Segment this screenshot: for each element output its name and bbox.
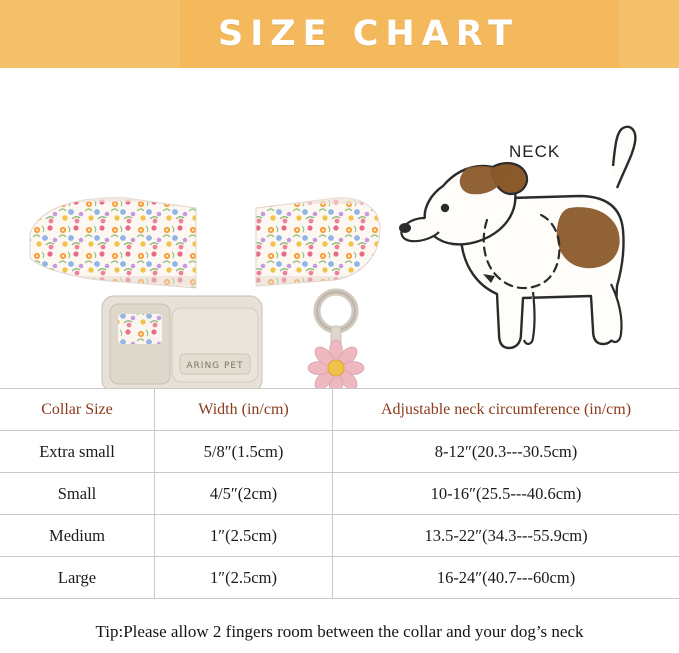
cell-neck: 16-24″(40.7---60cm) (436, 567, 576, 587)
cell-neck: 8-12″(20.3---30.5cm) (434, 441, 578, 461)
cell-size: Large (0, 557, 155, 598)
collar-d-ring (317, 292, 355, 330)
header-band-right (619, 0, 679, 68)
collar-strap-left (26, 194, 206, 288)
cell-width: 5/8″(1.5cm) (155, 431, 333, 472)
dog-graphic (383, 68, 673, 388)
size-table (0, 388, 679, 599)
table-row (0, 431, 679, 473)
cell-size: Medium (0, 515, 155, 556)
table-header-row (0, 389, 679, 431)
cell-size: Small (0, 473, 155, 514)
table-row (0, 557, 679, 598)
cell-width: 1″(2.5cm) (155, 557, 333, 598)
cell-width: 1″(2.5cm) (155, 515, 333, 556)
table-header-collar-size: Collar Size (0, 389, 155, 430)
table-row (0, 515, 679, 557)
table-header-neck-circumference: Adjustable neck circumference (in/cm) (380, 400, 632, 418)
header (0, 0, 679, 68)
cell-neck: 13.5-22″(34.3---55.9cm) (424, 525, 588, 545)
illustration-area (0, 68, 679, 388)
cell-neck: 10-16″(25.5---40.6cm) (430, 483, 582, 503)
daisy-charm (308, 326, 364, 388)
collar-buckle (102, 296, 262, 388)
collar-strap-right (252, 196, 386, 288)
table-header-width: Width (in/cm) (155, 389, 333, 430)
page-title: SIZE CHART (218, 14, 520, 54)
buckle-brand-text: ARING PET (186, 361, 244, 371)
tip-text: Tip:Please allow 2 fingers room between the collar and your dog’s neck (95, 622, 584, 641)
collar-image (6, 68, 386, 388)
cell-size: Extra small (0, 431, 155, 472)
neck-label: NECK (509, 142, 561, 161)
collar-graphic (6, 68, 386, 388)
header-band-left (0, 0, 180, 68)
dog-diagram (383, 68, 673, 388)
table-row (0, 473, 679, 515)
cell-width: 4/5″(2cm) (155, 473, 333, 514)
